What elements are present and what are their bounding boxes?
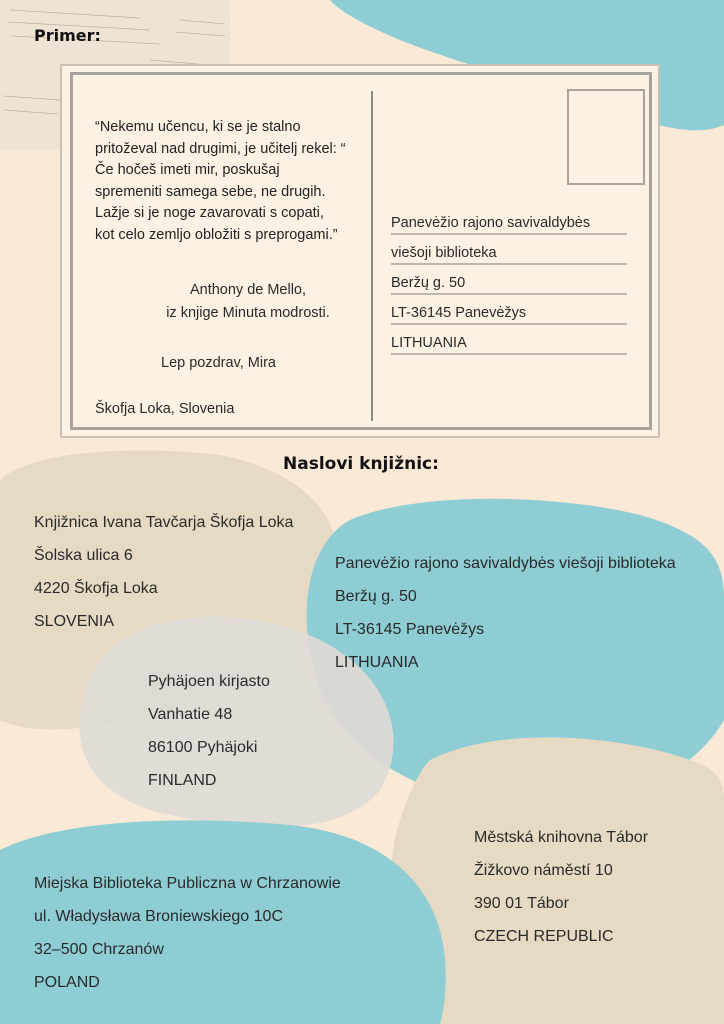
author-line-1: Anthony de Mello, (189, 282, 307, 298)
library-lithuania-name: Panevėžio rajono savivaldybės viešoji biblioteka (335, 555, 676, 572)
postcard-author (133, 279, 363, 325)
library-lithuania-street: Beržų g. 50 (335, 588, 417, 605)
postcard-greeting: Lep pozdrav, Mira (161, 355, 276, 371)
postcard-address-line-2: viešoji biblioteka (391, 245, 627, 265)
postcard-quote: “Nekemu učencu, ki se je stalno pritoževal nad drugimi, je učitelj rekel: “ Če hočeš imeti mir, poskušaj spremeniti samega sebe, ne drugih. Lažje si je noge zavarovati s copati, kot celo zemljo obložiti s preprogami.” (95, 119, 346, 243)
postcard-address-line-5: LITHUANIA (391, 335, 627, 355)
libraries-heading: Naslovi knjižnic: (283, 454, 439, 474)
author-line-2: iz knjige Minuta modrosti. (166, 305, 330, 321)
postcard-divider (371, 91, 373, 421)
library-poland-street: ul. Władysława Broniewskiego 10C (34, 908, 283, 925)
postcard-address-line-1: Panevėžio rajono savivaldybės (391, 215, 627, 235)
library-finland (148, 665, 270, 797)
library-poland-city: 32–500 Chrzanów (34, 941, 164, 958)
postcard-place: Škofja Loka, Slovenia (95, 401, 235, 417)
library-czech (474, 821, 648, 953)
library-slovenia (34, 506, 293, 638)
library-slovenia-city: 4220 Škofja Loka (34, 580, 158, 597)
library-lithuania-city: LT-36145 Panevėžys (335, 621, 485, 638)
library-poland (34, 867, 341, 999)
library-finland-country: FINLAND (148, 772, 217, 789)
library-slovenia-street: Šolska ulica 6 (34, 547, 133, 564)
primer-heading: Primer: (34, 26, 101, 45)
library-czech-country: CZECH REPUBLIC (474, 928, 614, 945)
stamp-box (567, 89, 645, 185)
postcard-border (70, 72, 652, 430)
library-slovenia-name: Knjižnica Ivana Tavčarja Škofja Loka (34, 514, 294, 531)
library-slovenia-country: SLOVENIA (34, 613, 115, 630)
library-poland-country: POLAND (34, 974, 100, 991)
library-finland-street: Vanhatie 48 (148, 706, 233, 723)
library-lithuania-country: LITHUANIA (335, 654, 419, 671)
library-czech-city: 390 01 Tábor (474, 895, 569, 912)
library-czech-street: Žižkovo náměstí 10 (474, 862, 613, 879)
library-poland-name: Miejska Biblioteka Publiczna w Chrzanowie (34, 875, 341, 892)
library-finland-name: Pyhäjoen kirjasto (148, 673, 270, 690)
library-czech-name: Městská knihovna Tábor (474, 829, 649, 846)
postcard-address-line-3: Beržų g. 50 (391, 275, 627, 295)
postcard (60, 64, 660, 438)
library-lithuania (335, 547, 676, 679)
library-finland-city: 86100 Pyhäjoki (148, 739, 258, 756)
postcard-address-line-4: LT-36145 Panevėžys (391, 305, 627, 325)
